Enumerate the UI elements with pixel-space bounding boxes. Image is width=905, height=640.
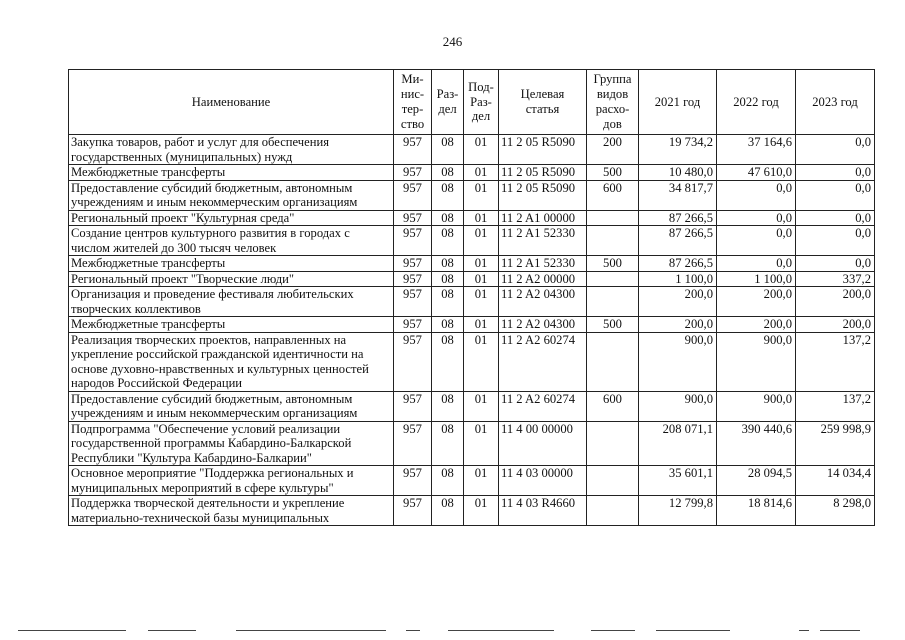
row-subsection: 01 <box>464 165 499 181</box>
row-2022: 47 610,0 <box>717 165 796 181</box>
row-ministry: 957 <box>394 391 432 421</box>
row-subsection: 01 <box>464 332 499 391</box>
row-group: 500 <box>587 317 639 333</box>
row-2022: 390 440,6 <box>717 421 796 466</box>
row-name: Межбюджетные трансферты <box>69 165 394 181</box>
row-2022: 200,0 <box>717 287 796 317</box>
row-2022: 1 100,0 <box>717 271 796 287</box>
row-subsection: 01 <box>464 226 499 256</box>
row-2023: 0,0 <box>796 210 875 226</box>
row-target: 11 2 A2 60274 <box>499 391 587 421</box>
header-2021: 2021 год <box>639 70 717 135</box>
row-2022: 28 094,5 <box>717 466 796 496</box>
row-2021: 208 071,1 <box>639 421 717 466</box>
row-name: Межбюджетные трансферты <box>69 256 394 272</box>
row-2021: 87 266,5 <box>639 226 717 256</box>
row-ministry: 957 <box>394 421 432 466</box>
row-ministry: 957 <box>394 256 432 272</box>
row-group: 200 <box>587 135 639 165</box>
row-target: 11 2 A2 04300 <box>499 287 587 317</box>
row-ministry: 957 <box>394 210 432 226</box>
row-section: 08 <box>432 332 464 391</box>
header-group: Группа видов расхо- дов <box>587 70 639 135</box>
row-group <box>587 496 639 526</box>
row-2023: 200,0 <box>796 317 875 333</box>
row-group: 500 <box>587 256 639 272</box>
row-target: 11 4 03 R4660 <box>499 496 587 526</box>
row-subsection: 01 <box>464 271 499 287</box>
row-2023: 8 298,0 <box>796 496 875 526</box>
row-subsection: 01 <box>464 180 499 210</box>
row-2022: 0,0 <box>717 226 796 256</box>
row-target: 11 2 A2 60274 <box>499 332 587 391</box>
table-row <box>69 256 875 272</box>
table-row <box>69 317 875 333</box>
row-2022: 18 814,6 <box>717 496 796 526</box>
row-2021: 900,0 <box>639 332 717 391</box>
row-section: 08 <box>432 135 464 165</box>
row-section: 08 <box>432 421 464 466</box>
table-row <box>69 210 875 226</box>
row-subsection: 01 <box>464 256 499 272</box>
row-2022: 900,0 <box>717 332 796 391</box>
table-row <box>69 271 875 287</box>
row-section: 08 <box>432 287 464 317</box>
row-2023: 200,0 <box>796 287 875 317</box>
table-row <box>69 135 875 165</box>
row-target: 11 4 00 00000 <box>499 421 587 466</box>
row-2021: 87 266,5 <box>639 210 717 226</box>
row-group: 600 <box>587 180 639 210</box>
row-name: Предоставление субсидий бюджетным, автономным учреждениям и иным некоммерческим организациям <box>69 391 394 421</box>
row-2021: 35 601,1 <box>639 466 717 496</box>
row-subsection: 01 <box>464 287 499 317</box>
table-row <box>69 287 875 317</box>
row-2023: 337,2 <box>796 271 875 287</box>
row-target: 11 2 05 R5090 <box>499 165 587 181</box>
row-section: 08 <box>432 317 464 333</box>
row-section: 08 <box>432 496 464 526</box>
row-subsection: 01 <box>464 317 499 333</box>
header-2022: 2022 год <box>717 70 796 135</box>
row-2023: 137,2 <box>796 332 875 391</box>
row-section: 08 <box>432 165 464 181</box>
row-subsection: 01 <box>464 496 499 526</box>
row-2021: 1 100,0 <box>639 271 717 287</box>
row-section: 08 <box>432 226 464 256</box>
row-section: 08 <box>432 391 464 421</box>
row-name: Региональный проект "Творческие люди" <box>69 271 394 287</box>
row-section: 08 <box>432 466 464 496</box>
header-ministry: Ми- нис- тер- ство <box>394 70 432 135</box>
row-2021: 200,0 <box>639 317 717 333</box>
row-2022: 37 164,6 <box>717 135 796 165</box>
row-ministry: 957 <box>394 226 432 256</box>
row-name: Организация и проведение фестиваля любительских творческих коллективов <box>69 287 394 317</box>
row-2022: 200,0 <box>717 317 796 333</box>
row-2021: 200,0 <box>639 287 717 317</box>
row-name: Создание центров культурного развития в городах с числом жителей до 300 тысяч человек <box>69 226 394 256</box>
row-group <box>587 332 639 391</box>
row-target: 11 2 05 R5090 <box>499 180 587 210</box>
table-row <box>69 421 875 466</box>
row-group <box>587 466 639 496</box>
row-target: 11 2 A1 00000 <box>499 210 587 226</box>
row-group: 500 <box>587 165 639 181</box>
row-section: 08 <box>432 256 464 272</box>
row-2021: 34 817,7 <box>639 180 717 210</box>
row-group <box>587 271 639 287</box>
row-section: 08 <box>432 210 464 226</box>
row-ministry: 957 <box>394 180 432 210</box>
row-subsection: 01 <box>464 135 499 165</box>
row-name: Межбюджетные трансферты <box>69 317 394 333</box>
row-group <box>587 421 639 466</box>
row-ministry: 957 <box>394 135 432 165</box>
row-ministry: 957 <box>394 332 432 391</box>
row-subsection: 01 <box>464 391 499 421</box>
table-row <box>69 165 875 181</box>
row-2023: 137,2 <box>796 391 875 421</box>
row-2022: 0,0 <box>717 180 796 210</box>
budget-table <box>68 69 875 526</box>
row-2023: 0,0 <box>796 165 875 181</box>
row-target: 11 4 03 00000 <box>499 466 587 496</box>
row-2022: 0,0 <box>717 256 796 272</box>
row-2023: 14 034,4 <box>796 466 875 496</box>
row-target: 11 2 A2 00000 <box>499 271 587 287</box>
row-group <box>587 210 639 226</box>
row-ministry: 957 <box>394 496 432 526</box>
row-section: 08 <box>432 271 464 287</box>
row-target: 11 2 A1 52330 <box>499 256 587 272</box>
row-target: 11 2 05 R5090 <box>499 135 587 165</box>
row-subsection: 01 <box>464 210 499 226</box>
row-2021: 10 480,0 <box>639 165 717 181</box>
row-group <box>587 226 639 256</box>
row-ministry: 957 <box>394 317 432 333</box>
footer-rule-lines <box>0 630 905 634</box>
header-section: Раз- дел <box>432 70 464 135</box>
row-name: Подпрограмма "Обеспечение условий реализации государственной программы Кабардино-Балкарской Республики "Культура Кабардино-Балкарии" <box>69 421 394 466</box>
row-2021: 900,0 <box>639 391 717 421</box>
table-row <box>69 496 875 526</box>
header-subsection: Под- Раз- дел <box>464 70 499 135</box>
row-2021: 19 734,2 <box>639 135 717 165</box>
row-section: 08 <box>432 180 464 210</box>
row-name: Реализация творческих проектов, направленных на укрепление российской гражданской идентичности на основе духовно-нравственных и культурных ценностей народов Российской Федерации <box>69 332 394 391</box>
row-subsection: 01 <box>464 466 499 496</box>
row-name: Предоставление субсидий бюджетным, автономным учреждениям и иным некоммерческим организациям <box>69 180 394 210</box>
row-name: Закупка товаров, работ и услуг для обеспечения государственных (муниципальных) нужд <box>69 135 394 165</box>
row-group <box>587 287 639 317</box>
row-ministry: 957 <box>394 466 432 496</box>
row-2023: 0,0 <box>796 135 875 165</box>
row-subsection: 01 <box>464 421 499 466</box>
row-name: Поддержка творческой деятельности и укрепление материально-технической базы муниципальных <box>69 496 394 526</box>
row-2023: 259 998,9 <box>796 421 875 466</box>
table-row <box>69 226 875 256</box>
row-ministry: 957 <box>394 271 432 287</box>
row-2023: 0,0 <box>796 180 875 210</box>
row-2023: 0,0 <box>796 256 875 272</box>
header-2023: 2023 год <box>796 70 875 135</box>
row-ministry: 957 <box>394 165 432 181</box>
table-header-row <box>69 70 875 135</box>
row-2023: 0,0 <box>796 226 875 256</box>
row-target: 11 2 A1 52330 <box>499 226 587 256</box>
table-row <box>69 466 875 496</box>
header-target: Целевая статья <box>499 70 587 135</box>
row-2021: 87 266,5 <box>639 256 717 272</box>
row-group: 600 <box>587 391 639 421</box>
row-2022: 0,0 <box>717 210 796 226</box>
row-target: 11 2 A2 04300 <box>499 317 587 333</box>
row-name: Основное мероприятие "Поддержка региональных и муниципальных мероприятий в сфере культуры" <box>69 466 394 496</box>
row-ministry: 957 <box>394 287 432 317</box>
row-2021: 12 799,8 <box>639 496 717 526</box>
row-2022: 900,0 <box>717 391 796 421</box>
row-name: Региональный проект "Культурная среда" <box>69 210 394 226</box>
table-row <box>69 332 875 391</box>
table-row <box>69 180 875 210</box>
page-number: 246 <box>442 34 463 49</box>
table-row <box>69 391 875 421</box>
header-name: Наименование <box>69 70 394 135</box>
